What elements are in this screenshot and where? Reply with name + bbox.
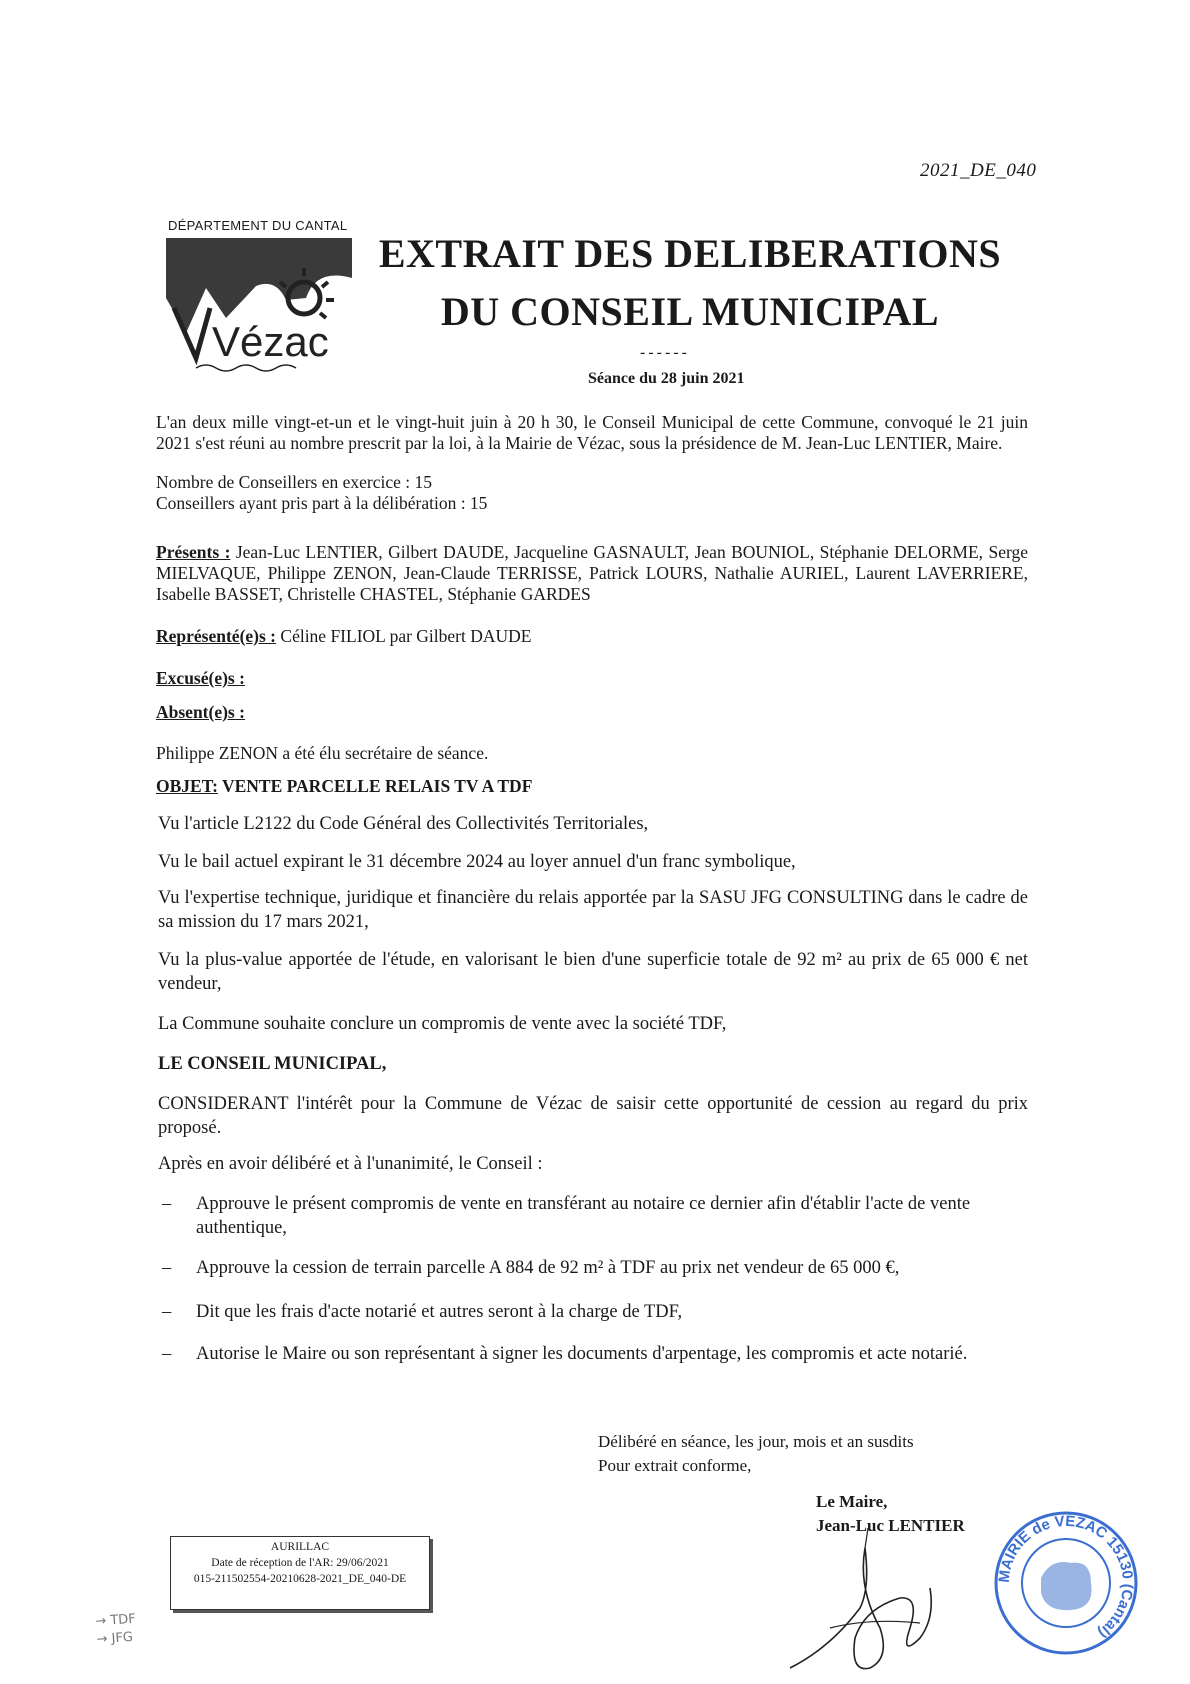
session-date: Séance du 28 juin 2021 [588,370,745,387]
closing-block [598,1430,914,1478]
decision-item [162,1300,1028,1324]
represented-label: Représenté(e)s : [156,626,277,646]
note-line-2: → JFG [96,1629,134,1648]
closing-line-2: Pour extrait conforme, [598,1456,752,1475]
title-line-1: EXTRAIT DES DELIBERATIONS [378,231,1002,276]
recital-4: Vu la plus-value apportée de l'étude, en valorisant le bien d'une superficie totale de 92 m² au prix de 65 000 € net vendeur, [158,950,1028,994]
receipt-line-1: AURILLAC [270,1541,330,1553]
decision-text: Approuve le présent compromis de vente en transférant au notaire ce dernier afin d'établir l'acte de vente authentique, [196,1194,971,1238]
presents-list [156,542,1028,605]
represented-names: Céline FILIOL par Gilbert DAUDE [280,626,532,646]
signatory-role: Le Maire, [816,1492,888,1511]
separator: ------ [640,344,690,361]
closing-line-1: Délibéré en séance, les jour, mois et an susdits [598,1432,914,1451]
title-line-2: DU CONSEIL MUNICIPAL [440,289,940,334]
logo-text: Vézac [212,318,329,365]
prefecture-receipt-box [170,1536,430,1610]
bullet-dash: – [162,1194,172,1214]
decision-item [162,1342,1028,1366]
object-text: VENTE PARCELLE RELAIS TV A TDF [221,776,533,796]
decision-text: Dit que les frais d'acte notarié et autres seront à la charge de TDF, [196,1302,683,1322]
presents-label: Présents : [156,542,231,562]
excused-line [156,668,245,689]
decision-text: Approuve la cession de terrain parcelle A 884 de 92 m² à TDF au prix net vendeur de 65 000 €, [196,1258,900,1278]
bullet-dash: – [162,1344,172,1364]
receipt-line-2: Date de réception de l'AR: 29/06/2021 [211,1557,389,1569]
note-line-1: → TDF [94,1611,137,1630]
deliberation-reference: 2021_DE_040 [920,160,1037,181]
decision-item [162,1192,1028,1240]
councillors-voting: Conseillers ayant pris part à la délibération : 15 [156,493,488,513]
decision-item [162,1256,1028,1280]
bullet-dash: – [162,1258,172,1278]
represented-line [156,626,531,647]
council-heading: LE CONSEIL MUNICIPAL, [158,1054,387,1074]
councillors-in-office: Nombre de Conseillers en exercice : 15 [156,472,433,492]
absent-line [156,702,245,723]
presents-names: Jean-Luc LENTIER, Gilbert DAUDE, Jacqueline GASNAULT, Jean BOUNIOL, Stéphanie DELORME, Serge MIELVAQUE, Philippe ZENON, Jean-Claude TERRISSE, Patrick LOURS, Nathalie AURIEL, Laurent LAVERRIERE, Isabelle BASSET, Christelle CHASTEL, Stéphanie GARDES [156,542,1028,604]
secretary-line: Philippe ZENON a été élu secrétaire de séance. [156,743,489,763]
object-line [156,776,532,797]
intro-paragraph: L'an deux mille vingt-et-un et le vingt-huit juin à 20 h 30, le Conseil Municipal de cette Commune, convoqué le 21 juin 2021 s'est réuni au nombre prescrit par la loi, à la Mairie de Vézac, sous la présidence de M. Jean-Luc LENTIER, Maire. [156,412,1028,453]
receipt-line-3: 015-211502554-20210628-2021_DE_040-DE [193,1573,407,1585]
after-deliberation: Après en avoir délibéré et à l'unanimité, le Conseil : [158,1154,543,1174]
stamp-text: MAIRIE de VÉZAC 15130 (Cantal) [995,1512,1137,1642]
absent-label: Absent(e)s : [156,702,245,722]
signatory-name: Jean-Luc LENTIER [816,1516,965,1535]
recital-1: Vu l'article L2122 du Code Général des Collectivités Territoriales, [158,814,649,834]
considering-paragraph: CONSIDERANT l'intérêt pour la Commune de Vézac de saisir cette opportunité de cession au regard du prix proposé. [158,1094,1028,1138]
recital-5: La Commune souhaite conclure un compromis de vente avec la société TDF, [158,1014,727,1034]
object-label: OBJET: [156,776,218,796]
decision-text: Autorise le Maire ou son représentant à signer les documents d'arpentage, les compromis et acte notarié. [196,1344,968,1364]
mairie-stamp [991,1508,1141,1658]
handwritten-signature [770,1528,970,1678]
department-label: DÉPARTEMENT DU CANTAL [168,218,348,233]
bullet-dash: – [162,1302,172,1322]
vezac-logo [166,238,352,378]
handwritten-note [95,1611,138,1650]
recital-2: Vu le bail actuel expirant le 31 décembre 2024 au loyer annuel d'un franc symbolique, [158,852,796,872]
excused-label: Excusé(e)s : [156,668,245,688]
recital-3: Vu l'expertise technique, juridique et financière du relais apportée par la SASU JFG CONSULTING dans le cadre de sa mission du 17 mars 2021, [158,888,1028,932]
